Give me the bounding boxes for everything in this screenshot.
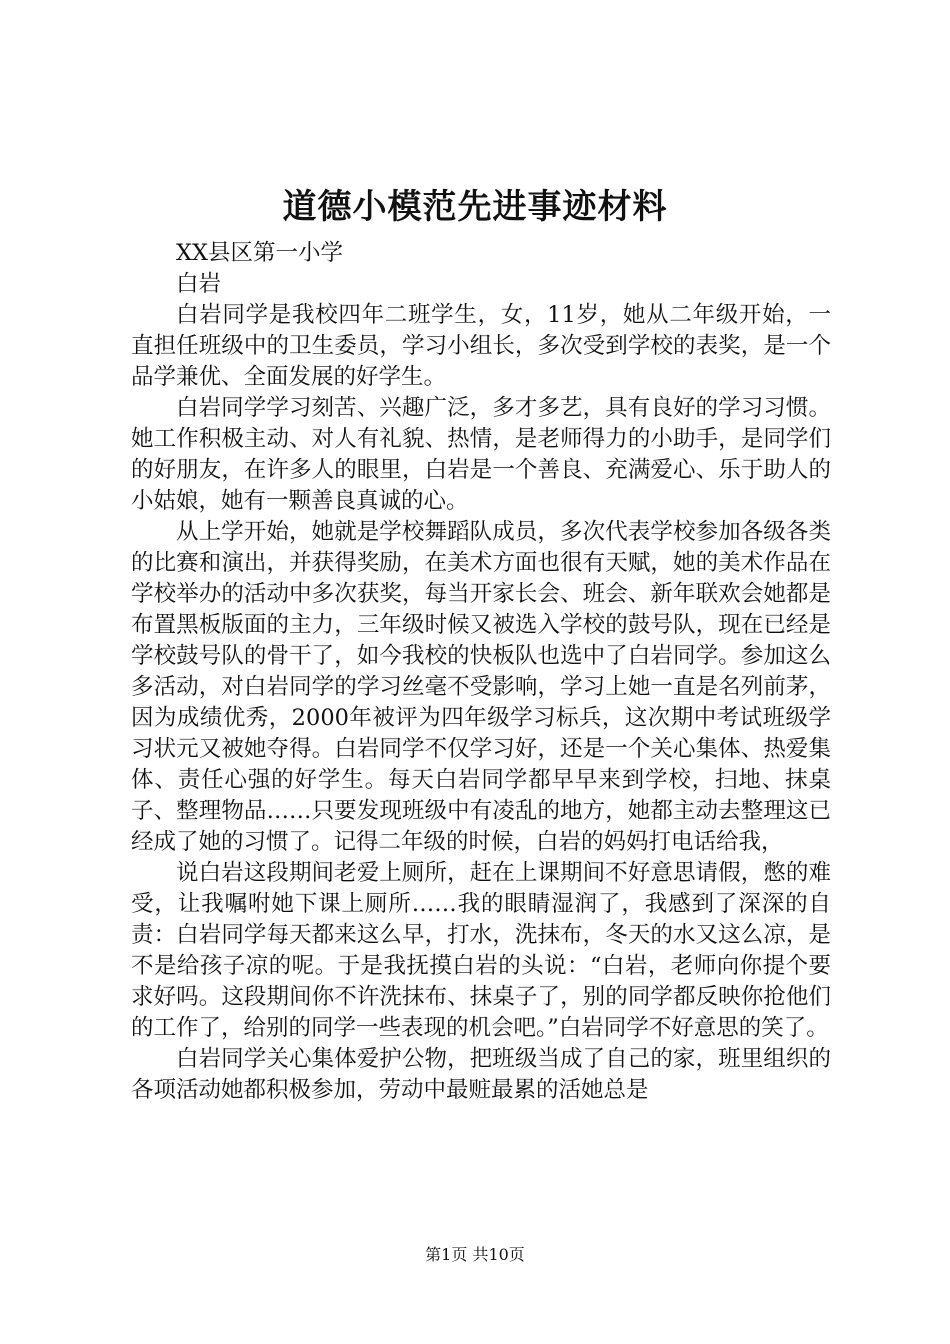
paragraph-2: 白岩同学学习刻苦、兴趣广泛，多才多艺，具有良好的学习习惯。她工作积极主动、对人有礼貌、热情，是老师得力的小助手，是同学们的好朋友，在许多人的眼里，白岩是一个善良、充满爱心、乐于助人的小姑娘，她有一颗善良真诚的心。 [131,395,831,514]
paragraph-5: 白岩同学关心集体爱护公物，把班级当成了自己的家，班里组织的各项活动她都积极参加，劳动中最赃最累的活她总是 [131,1046,831,1103]
paragraph-3: 从上学开始，她就是学校舞蹈队成员，多次代表学校参加各级各类的比赛和演出，并获得奖励，在美术方面也很有天赋，她的美术作品在学校举办的活动中多次获奖，每当开家长会、班会、新年联欢会她都是布置黑板版面的主力，三年级时候又被选入学校的鼓号队，现在已经是学校鼓号队的骨干了，如今我校的快板队也选中了白岩同学。参加这么多活动，对白岩同学的学习丝毫不受影响，学习上她一直是名列前茅，因为成绩优秀，2000年被评为四年级学习标兵，这次期中考试班级学习状元又被她夺得。白岩同学不仅学习好，还是一个关心集体、热爱集体、责任心强的好学生。每天白岩同学都早早来到学校，扫地、抹桌子、整理物品……只要发现班级中有凌乱的地方，她都主动去整理这已经成了她的习惯了。记得二年级的时候，白岩的妈妈打电话给我， [131,519,831,855]
paragraph-1: 白岩同学是我校四年二班学生，女，11岁，她从二年级开始，一直担任班级中的卫生委员，学习小组长，多次受到学校的表奖，是一个品学兼优、全面发展的好学生。 [131,302,831,390]
school-name: XX县区第一小学 [176,240,344,266]
document-body [131,238,831,1106]
paragraph-4: 说白岩这段期间老爱上厕所，赶在上课期间不好意思请假，憋的难受，让我嘱咐她下课上厕所……我的眼睛湿润了，我感到了深深的自责：白岩同学每天都来这么早，打水，洗抹布，冬天的水又这么凉，是不是给孩子凉的呢。于是我抚摸白岩的头说：“白岩，老师向你提个要求好吗。这段期间你不许洗抹布、抹桌子了，别的同学都反映你抢他们的工作了，给别的同学一些表现的机会吧。”白岩同学不好意思的笑了。 [131,860,831,1041]
document-title: 道德小模范先进事迹材料 [282,187,668,227]
page-number-footer: 第1页 共10页 [425,1245,525,1264]
student-name: 白岩 [176,271,222,297]
